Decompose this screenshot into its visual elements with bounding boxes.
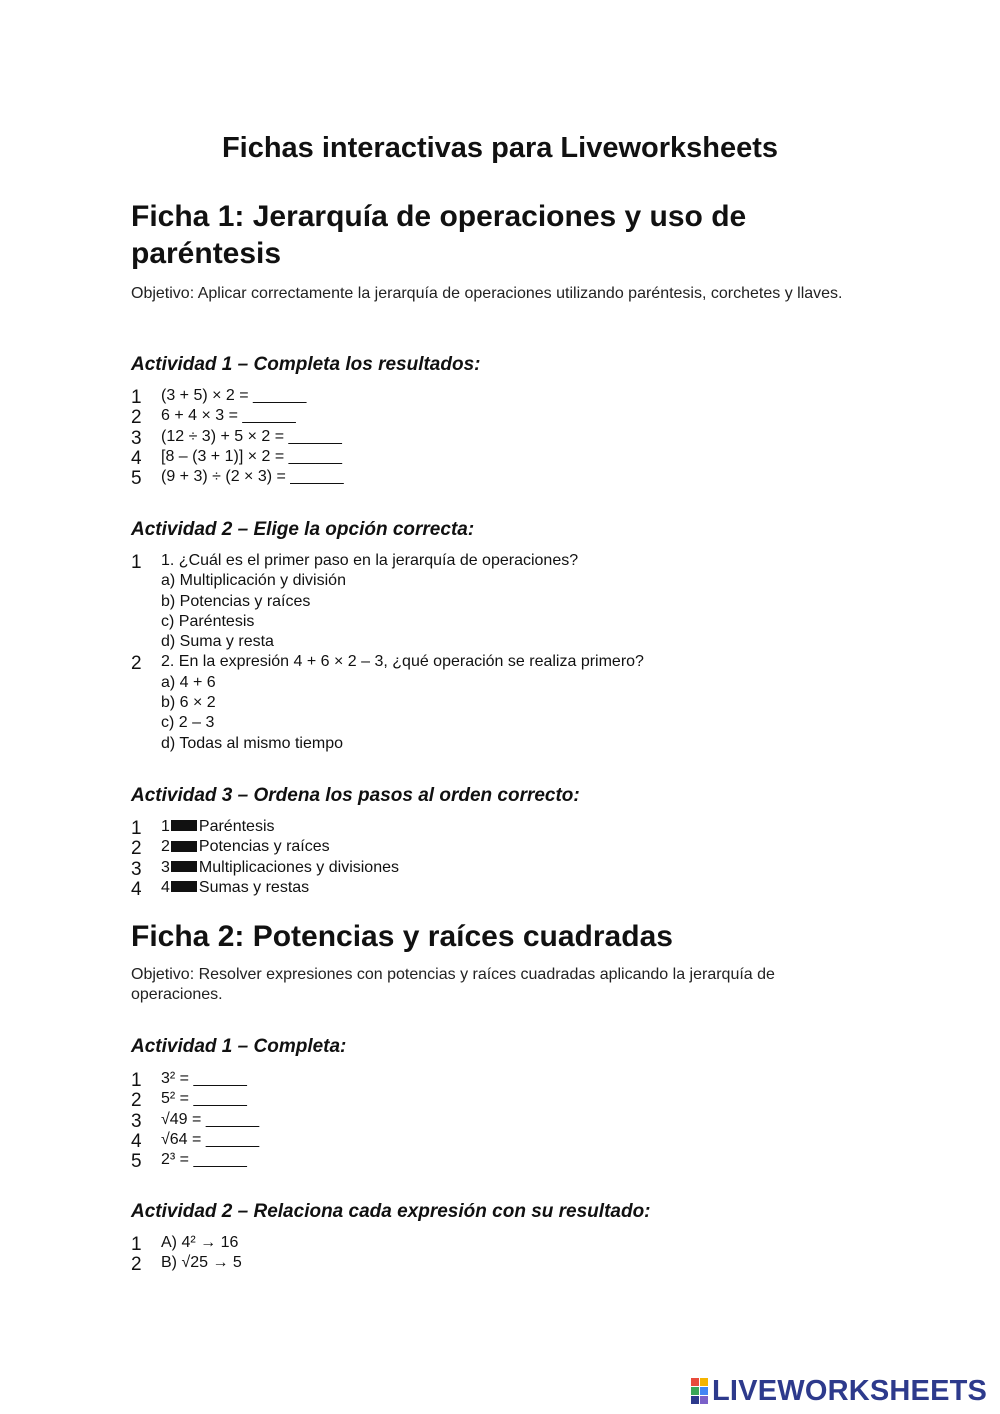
logo-square — [700, 1396, 708, 1404]
option-row[interactable] — [131, 673, 831, 693]
item-text[interactable]: B) √25 → 5 — [161, 1254, 242, 1272]
item-number: 5 — [131, 468, 142, 490]
item-number: 4 — [131, 1130, 142, 1152]
ficha2-activity1-list — [131, 1069, 831, 1173]
option-row[interactable] — [131, 713, 831, 733]
ficha1-activity3-title: Actividad 3 – Ordena los pasos al orden correcto: — [131, 785, 580, 806]
question-row — [131, 551, 831, 571]
ficha1-activity1-list — [131, 386, 831, 490]
ficha2-objective: Objetivo: Resolver expresiones con potencias y raíces cuadradas aplicando la jerarquía de operaciones. — [131, 966, 775, 1003]
item-text[interactable]: √49 = ______ — [161, 1110, 260, 1128]
item-number: 1 — [131, 1070, 142, 1091]
ficha1-activity1-title: Actividad 1 – Completa los resultados: — [131, 354, 481, 375]
step-text: Multiplicaciones y divisiones — [198, 858, 399, 876]
list-item — [131, 1150, 831, 1173]
option-text[interactable]: a) Multiplicación y división — [161, 572, 346, 590]
item-number: 2 — [131, 1254, 142, 1276]
document-title: Fichas interactivas para Liveworksheets — [221, 132, 779, 164]
item-text[interactable]: 2³ = ______ — [161, 1151, 247, 1169]
item-text[interactable]: [8 – (3 + 1)] × 2 = ______ — [161, 447, 343, 465]
option-row[interactable] — [131, 632, 831, 652]
liveworksheets-logo — [691, 1374, 987, 1408]
option-row[interactable] — [131, 734, 831, 754]
list-item — [131, 447, 831, 467]
list-item — [131, 406, 831, 429]
option-text[interactable]: b) Potencias y raíces — [161, 592, 311, 610]
item-number: 3 — [131, 427, 142, 449]
item-number: 1 — [131, 552, 142, 573]
option-text[interactable]: b) 6 × 2 — [161, 694, 216, 712]
step-position: 3 — [161, 858, 170, 876]
list-item — [131, 1069, 831, 1089]
ficha1-activity2-list — [131, 551, 831, 754]
item-text[interactable]: A) 4² → 16 — [161, 1234, 239, 1251]
item-number: 5 — [131, 1151, 142, 1173]
option-row[interactable] — [131, 571, 831, 591]
item-text[interactable]: √64 = ______ — [161, 1130, 260, 1148]
list-item — [131, 1253, 831, 1276]
logo-square — [691, 1378, 699, 1386]
item-number: 2 — [131, 653, 142, 675]
list-item — [131, 837, 831, 860]
item-text[interactable]: (9 + 3) ÷ (2 × 3) = ______ — [161, 468, 344, 486]
ficha2-activity2-title: Actividad 2 – Relaciona cada expresión con su resultado: — [131, 1201, 651, 1222]
liveworksheets-logo-icon — [691, 1378, 708, 1404]
item-text[interactable]: (12 ÷ 3) + 5 × 2 = ______ — [161, 427, 342, 445]
list-item — [131, 1130, 831, 1150]
option-text[interactable]: d) Suma y resta — [161, 633, 274, 651]
option-text[interactable]: a) 4 + 6 — [161, 673, 216, 691]
ficha1-activity3-list — [131, 817, 831, 898]
item-text[interactable]: 6 + 4 × 3 = ______ — [161, 407, 296, 425]
option-row[interactable] — [131, 592, 831, 612]
option-row[interactable] — [131, 612, 831, 632]
list-item — [131, 386, 831, 406]
step-text: Sumas y restas — [198, 878, 310, 896]
logo-square — [691, 1387, 699, 1395]
answer-box[interactable] — [171, 881, 197, 892]
question-text: 1. ¿Cuál es el primer paso en la jerarquía de operaciones? — [161, 552, 579, 569]
item-text[interactable]: 3² = ______ — [161, 1070, 247, 1087]
answer-box[interactable] — [171, 820, 197, 831]
liveworksheets-logo-text: LIVEWORKSHEETS — [712, 1374, 988, 1407]
ficha1-title: Ficha 1: Jerarquía de operaciones y uso de paréntesis — [131, 200, 747, 270]
option-text[interactable]: d) Todas al mismo tiempo — [161, 734, 343, 752]
step-text: Paréntesis — [198, 818, 275, 835]
ficha2-activity1-title: Actividad 1 – Completa: — [131, 1036, 347, 1057]
list-item — [131, 817, 831, 837]
list-item — [131, 878, 831, 898]
step-position: 1 — [161, 818, 170, 835]
list-item — [131, 858, 831, 878]
logo-square — [700, 1387, 708, 1395]
answer-box[interactable] — [171, 841, 197, 852]
item-number: 2 — [131, 838, 142, 860]
list-item — [131, 1233, 831, 1253]
option-row[interactable] — [131, 693, 831, 713]
item-number: 3 — [131, 858, 142, 880]
ficha2-activity2-list — [131, 1233, 831, 1274]
item-number: 3 — [131, 1110, 142, 1132]
item-number: 2 — [131, 407, 142, 429]
item-text[interactable]: 5² = ______ — [161, 1090, 247, 1108]
item-number: 4 — [131, 447, 142, 469]
ficha1-activity2-title: Actividad 2 – Elige la opción correcta: — [131, 519, 475, 540]
logo-square — [691, 1396, 699, 1404]
step-position: 4 — [161, 878, 170, 896]
item-number: 4 — [131, 878, 142, 900]
list-item — [131, 467, 831, 490]
step-text: Potencias y raíces — [198, 838, 330, 856]
item-text[interactable]: (3 + 5) × 2 = ______ — [161, 387, 307, 404]
ficha2-title: Ficha 2: Potencias y raíces cuadradas — [131, 920, 673, 953]
option-text[interactable]: c) 2 – 3 — [161, 714, 215, 732]
question-row — [131, 652, 831, 675]
item-number: 1 — [131, 818, 142, 839]
item-number: 2 — [131, 1090, 142, 1112]
list-item — [131, 1089, 831, 1112]
logo-square — [700, 1378, 708, 1386]
item-number: 1 — [131, 387, 142, 408]
item-number: 1 — [131, 1234, 142, 1255]
answer-box[interactable] — [171, 861, 197, 872]
question-text: 2. En la expresión 4 + 6 × 2 – 3, ¿qué operación se realiza primero? — [161, 653, 644, 671]
option-text[interactable]: c) Paréntesis — [161, 612, 255, 630]
step-position: 2 — [161, 838, 170, 856]
list-item — [131, 1110, 831, 1130]
list-item — [131, 427, 831, 447]
ficha1-objective: Objetivo: Aplicar correctamente la jerarquía de operaciones utilizando paréntesis, corchetes y llaves. — [131, 285, 843, 302]
